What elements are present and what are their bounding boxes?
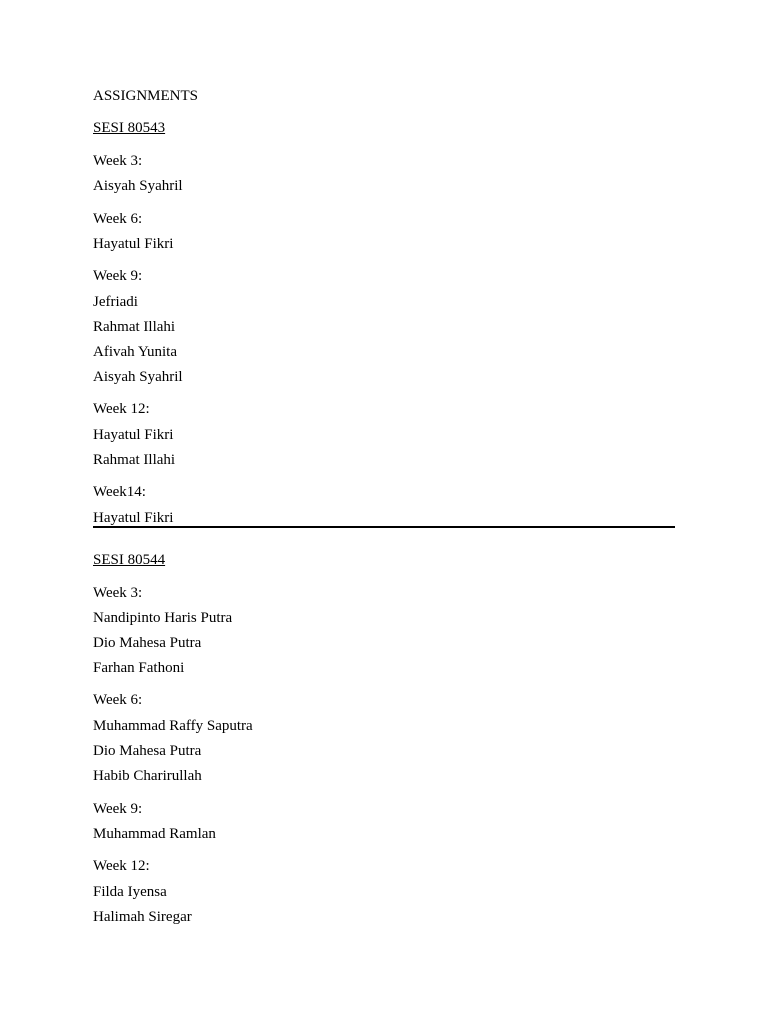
assignee-name: Farhan Fathoni: [93, 660, 185, 676]
assignee-name: Muhammad Ramlan: [93, 826, 216, 842]
assignee-name: Dio Mahesa Putra: [93, 635, 202, 651]
assignee-name: Jefriadi: [93, 294, 138, 310]
section-heading-sesi-80543: SESI 80543: [93, 120, 166, 136]
assignee-name: Filda Iyensa: [93, 884, 167, 900]
week-label: Week 12:: [93, 858, 150, 874]
document-title: ASSIGNMENTS: [93, 88, 199, 104]
assignee-name: Rahmat Illahi: [93, 319, 176, 335]
week-label: Week 9:: [93, 268, 143, 284]
section-heading-sesi-80544: SESI 80544: [93, 552, 166, 568]
assignee-name: Halimah Siregar: [93, 909, 192, 925]
assignee-name: Aisyah Syahril: [93, 369, 183, 385]
assignee-name: Muhammad Raffy Saputra: [93, 718, 253, 734]
week-label: Week 6:: [93, 211, 143, 227]
week-label: Week 3:: [93, 585, 143, 601]
week-label: Week 9:: [93, 801, 143, 817]
assignee-name: Hayatul Fikri: [93, 427, 174, 443]
assignee-name: Rahmat Illahi: [93, 452, 176, 468]
assignee-name: Aisyah Syahril: [93, 178, 183, 194]
week-label: Week 12:: [93, 401, 150, 417]
assignee-name: Hayatul Fikri: [93, 510, 174, 526]
week-label: Week 3:: [93, 153, 143, 169]
week-label: Week14:: [93, 484, 146, 500]
assignee-name: Habib Charirullah: [93, 768, 202, 784]
assignee-name: Dio Mahesa Putra: [93, 743, 202, 759]
section-divider: [93, 526, 675, 528]
assignee-name: Nandipinto Haris Putra: [93, 610, 233, 626]
assignee-name: Hayatul Fikri: [93, 236, 174, 252]
week-label: Week 6:: [93, 692, 143, 708]
assignee-name: Afivah Yunita: [93, 344, 178, 360]
